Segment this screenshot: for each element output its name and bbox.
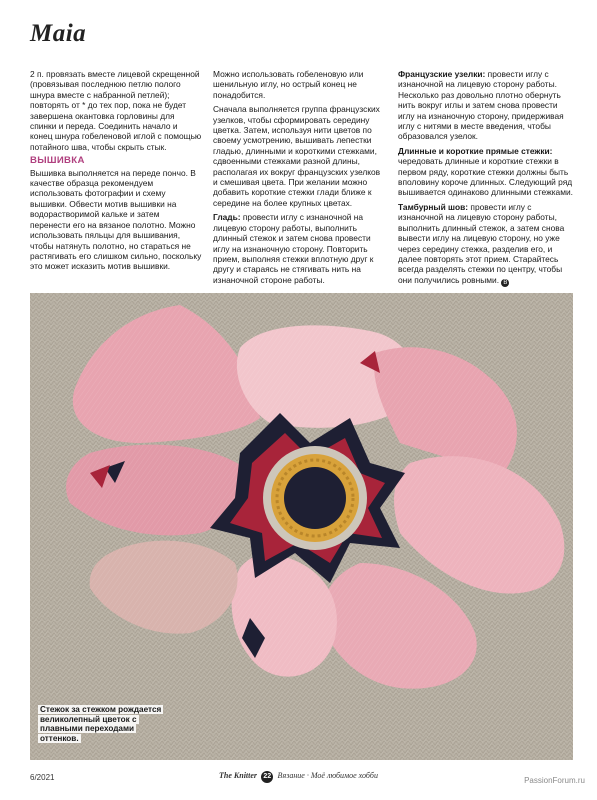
end-of-article-icon: B [503,279,508,286]
col3-paragraph-2 [398,146,574,198]
term-satin-stitch: Гладь: [213,212,241,223]
term-chain-stitch: Тамбурный шов: [398,201,469,212]
col2-paragraph-3 [213,212,385,285]
satin-stitch-text: провести иглу с изнаночной на лицевую сторону работы, выполнить длинный стежок и затем снова провести иглу на изнаночную сторону. Повторить прием, выполняя стежки вплотную друг к другу и стараясь не стягивать нить на изнаночной стороне работы. [213,212,374,285]
column-3 [398,69,574,291]
page-title: Maia [30,20,87,47]
chain-stitch-text: провести иглу с изнаночной на лицевую сторону работы, выполнить длинный стежок, а затем снова вывести иглу на лицевую сторону, но уже через середину стежка, разделив его, и далее повторять этот прием. Старайтесь всегда разделять стежки по центру, чтобы они получились ровными. [398,201,565,285]
watermark: PassionForum.ru [524,776,585,785]
col1-paragraph-2: Вышивка выполняется на переде пончо. В качестве образца рекомендуем использовать фотографии и схему вышивки. Обвести мотив вышивки на водорастворимой кальке и затем перенести его на вязаное полотно. Можно использовать пяльцы для вышивания, чтобы натянуть полотно, но стараться не растягивать его слишком сильно, поскольку это может исказить мотив вышивки. [30,167,202,272]
col1-paragraph-1: 2 п. провязать вместе лицевой скрещенной (провязывая последнюю петлю полого шнура вместе с набранной петлей); повторять от * до тех пор, пока не будет завершена окантовка горловины для спинки и переда. Соединить начало и конец шнура гобеленовой иглой с помощью потайного шва, чтобы скрыть стык. [30,69,202,152]
column-1 [30,69,202,276]
col2-paragraph-1: Можно использовать гобеленовую или шенильную иглу, но острый конец не понадобится. [213,69,364,100]
french-knots-text: провести иглу с изнаночной на лицевую сторону работы. Несколько раз довольно плотно обернуть нить вокруг иглы и затем снова провести иглу на изнаночную сторону, придерживая иглу с нитями в месте введения, чтобы образовался узелок. [398,69,564,142]
term-long-short-stitches: Длинные и короткие прямые стежки: [398,145,553,156]
term-french-knots: Французские узелки: [398,69,486,79]
issue-number: 6/2021 [30,773,55,782]
flower-illustration [30,293,573,760]
section-heading-embroidery: ВЫШИВКА [30,155,85,167]
page-number: 22 [261,771,273,783]
photo-caption: Стежок за стежком рождается великолепный цветок с плавными переходами оттенков. [40,705,162,743]
footer-masthead [0,771,597,783]
long-short-text: чередовать длинные и короткие стежки в первом ряду, короткие стежки должны быть вполовину короче длинных. Следующий ряд вышивается одинаково длинными стежками. [398,156,573,198]
magazine-name: Вязание · Моё любимое хобби [277,771,378,780]
col2-paragraph-2: Сначала выполняется группа французских узелков, чтобы сформировать середину цветка. Затем, используя нити цветов по своему усмотрению, вышивать лепестки гладью, длинными и короткими стежками, сдвоенными стежками разной длины, располагая их вокруг французских узелков и смешивая цвета. При желании можно добавить короткие стежки глади ближе к середине на более крупных цветах. [213,104,381,208]
flower-center [271,454,359,542]
col3-paragraph-1 [398,69,574,142]
brand-name: The Knitter [219,771,258,780]
embroidery-photo [30,293,573,760]
column-2 [213,69,385,289]
col3-paragraph-3 [398,202,574,287]
